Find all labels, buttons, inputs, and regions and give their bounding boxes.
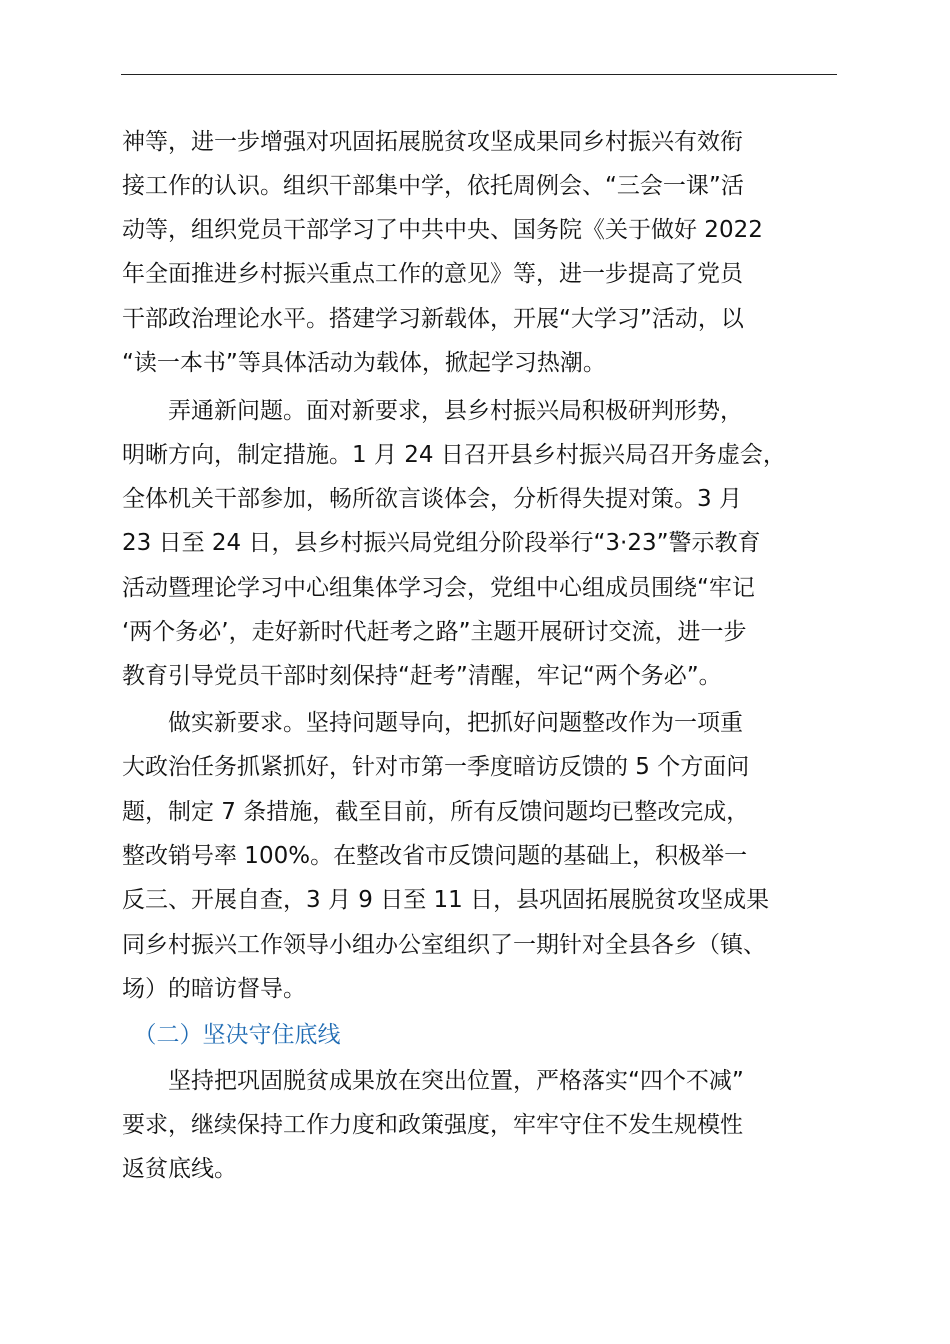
- paragraph-line: 接工作的认识。组织干部集中学，依托周例会、“三会一课”活: [122, 173, 744, 199]
- paragraph-line: 返贫底线。: [122, 1156, 237, 1182]
- paragraph-line: 要求，继续保持工作力度和政策强度，牢牢守住不发生规模性: [122, 1112, 743, 1138]
- paragraph-line: 明晰方向，制定措施。1 月 24 日召开县乡村振兴局召开务虚会，: [122, 442, 786, 468]
- paragraph-line: “读一本书”等具体活动为载体，掀起学习热潮。: [122, 350, 606, 376]
- paragraph-line: 教育引导党员干部时刻保持“赶考”清醒，牢记“两个务必”。: [122, 663, 722, 689]
- paragraph-line: 活动暨理论学习中心组集体学习会，党组中心组成员围绕“牢记: [122, 575, 755, 601]
- paragraph-line: 23 日至 24 日，县乡村振兴局党组分阶段举行“3·23”警示教育: [122, 530, 761, 556]
- paragraph-line: 场）的暗访督导。: [122, 976, 306, 1002]
- paragraph-line: 干部政治理论水平。搭建学习新载体，开展“大学习”活动，以: [122, 306, 744, 332]
- paragraph-line: ‘两个务必’，走好新时代赶考之路”主题开展研讨交流，进一步: [122, 619, 747, 645]
- paragraph-line: 弄通新问题。面对新要求，县乡村振兴局积极研判形势，: [122, 398, 743, 424]
- header-rule: [121, 74, 837, 75]
- paragraph-line: 做实新要求。坚持问题导向，把抓好问题整改作为一项重: [122, 710, 743, 736]
- paragraph-line: 神等，进一步增强对巩固拓展脱贫攻坚成果同乡村振兴有效衔: [122, 129, 743, 155]
- paragraph-line: 动等，组织党员干部学习了中共中央、国务院《关于做好 2022: [122, 217, 763, 243]
- paragraph-line: 题，制定 7 条措施，截至目前，所有反馈问题均已整改完成，: [122, 799, 750, 825]
- paragraph-line: 同乡村振兴工作领导小组办公室组织了一期针对全县各乡（镇、: [122, 932, 766, 958]
- paragraph-line: 坚持把巩固脱贫成果放在突出位置，严格落实“四个不减”: [122, 1068, 744, 1094]
- section-heading: （二）坚决守住底线: [122, 1022, 341, 1048]
- paragraph-line: 反三、开展自查，3 月 9 日至 11 日，县巩固拓展脱贫攻坚成果: [122, 887, 770, 913]
- paragraph-line: 年全面推进乡村振兴重点工作的意见》等，进一步提高了党员: [122, 261, 743, 287]
- paragraph-line: 大政治任务抓紧抓好，针对市第一季度暗访反馈的 5 个方面问: [122, 754, 750, 780]
- paragraph-line: 整改销号率 100%。在整改省市反馈问题的基础上，积极举一: [122, 843, 748, 869]
- paragraph-line: 全体机关干部参加，畅所欲言谈体会，分析得失提对策。3 月: [122, 486, 742, 512]
